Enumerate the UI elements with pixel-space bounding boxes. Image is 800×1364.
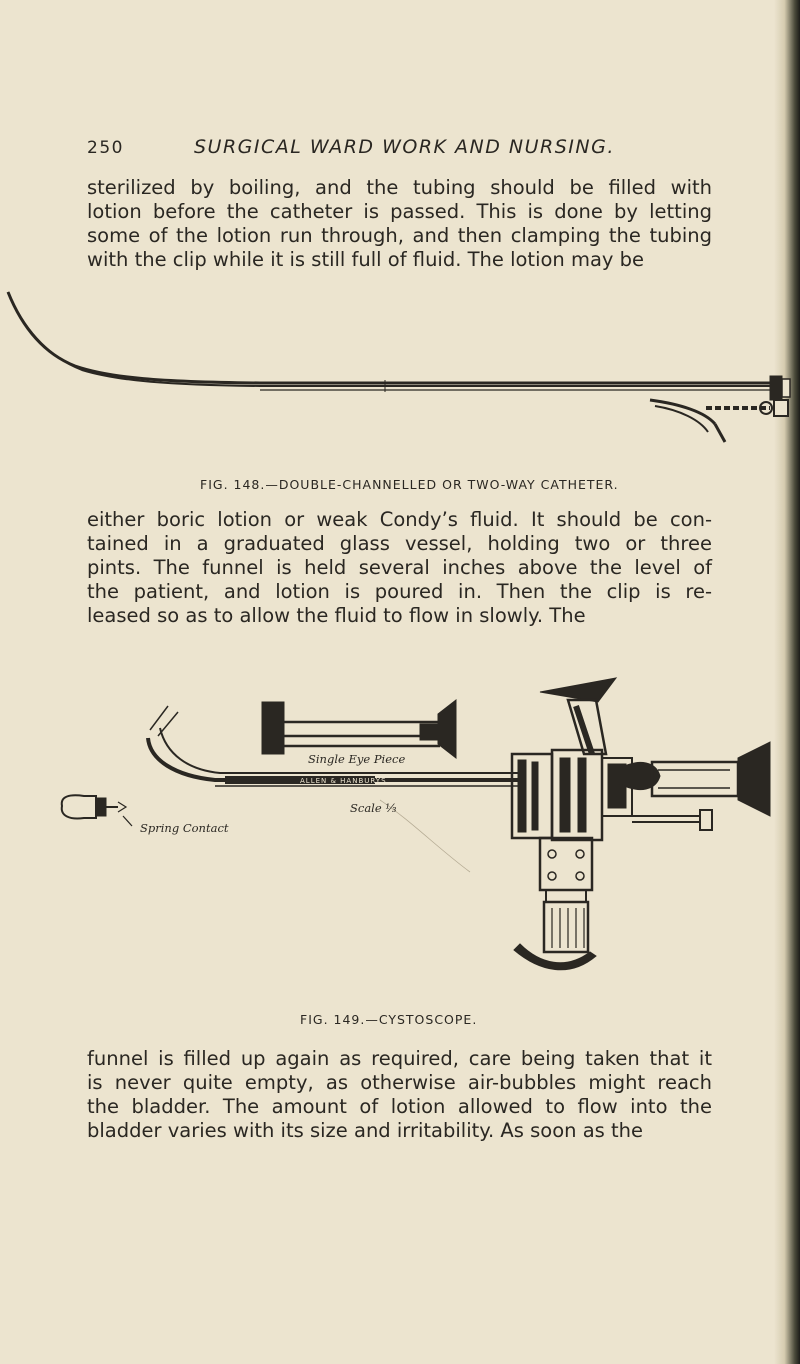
text-line: funnel is filled up again as required, care being taken that it [87,1047,712,1070]
paragraph-2 [87,508,712,628]
figure-149-caption: FIG. 149.—CYSTOSCOPE. [300,1012,478,1027]
text-line: with the clip while it is still full of fluid. The lotion may be [87,248,645,271]
text-line: the bladder. The amount of lotion allowed to flow into the [87,1095,712,1118]
text-line: pints. The funnel is held several inches above the level of [87,556,712,579]
text-line: lotion before the catheter is passed. This is done by letting [87,200,712,223]
text-line: leased so as to allow the fluid to flow in slowly. The [87,604,586,627]
text-line: the patient, and lotion is poured in. Then the clip is re- [87,580,712,603]
text-line: is never quite empty, as otherwise air-bubbles might reach [87,1071,712,1094]
maker-mark: ALLEN & HANBURYS [300,777,387,785]
spring-contact-label: Spring Contact [140,821,229,835]
running-head [87,136,707,166]
cystoscope-illustration [0,650,800,1000]
paragraph-1 [87,176,712,272]
scale-label: Scale ⅓ [350,801,397,815]
page-number: 250 [87,138,124,158]
catheter-illustration [0,282,800,462]
text-line: either boric lotion or weak Condy’s fluid. It should be con- [87,508,712,531]
eye-piece-label: Single Eye Piece [308,752,406,766]
text-line: some of the lotion run through, and then clamping the tubing [87,224,712,247]
paragraph-3 [87,1047,712,1143]
text-line: tained in a graduated glass vessel, holding two or three [87,532,712,555]
figure-148-caption: FIG. 148.—DOUBLE-CHANNELLED OR TWO-WAY CATHETER. [200,477,619,492]
text-line: bladder varies with its size and irritability. As soon as the [87,1119,644,1142]
running-title: SURGICAL WARD WORK AND NURSING. [194,136,615,158]
text-line: sterilized by boiling, and the tubing should be filled with [87,176,712,199]
